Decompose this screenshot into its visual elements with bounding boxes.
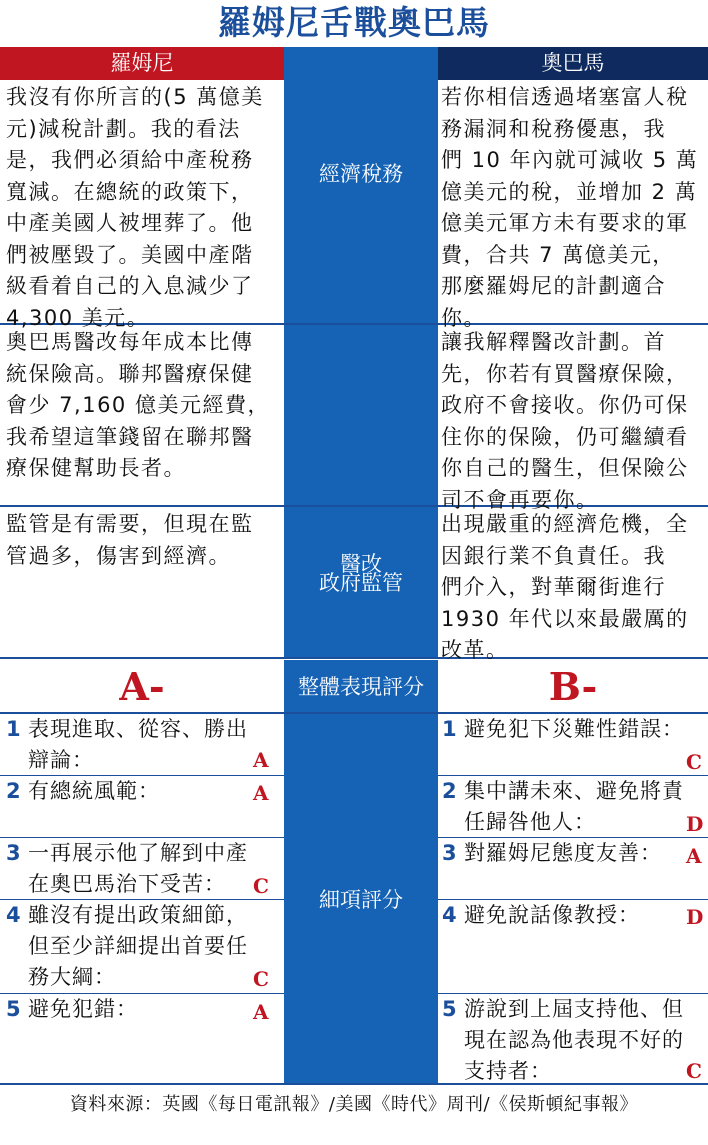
text-line: 現在認為他表現不好的 bbox=[464, 1028, 684, 1052]
text-line: 改革。 bbox=[441, 638, 509, 662]
text-line: 住你的保險，仍可繼續看 bbox=[441, 424, 689, 449]
text-line: 是，我們必須給中產稅務 bbox=[6, 148, 254, 172]
romney-header: 羅姆尼 bbox=[0, 47, 284, 80]
text-line: 管過多，傷害到經濟。 bbox=[6, 543, 231, 568]
item-number: 4 bbox=[442, 903, 458, 927]
text-line: 監管是有需要，但現在監 bbox=[6, 512, 254, 536]
text-line: 先，你若有買醫療保險， bbox=[441, 361, 689, 386]
text-line: 任歸咎他人： bbox=[464, 810, 596, 834]
text-line: 在奧巴馬治下受苦： bbox=[28, 872, 226, 896]
item-divider bbox=[0, 837, 284, 838]
text-line: 療保健幫助長者。 bbox=[6, 456, 186, 480]
item-grade: A bbox=[686, 844, 703, 868]
text-line: 億美元的稅，並增加 2 萬 bbox=[441, 179, 698, 204]
romney-regulation-text bbox=[6, 509, 280, 572]
obama-healthcare-text bbox=[441, 327, 703, 516]
text-line: 務大綱： bbox=[28, 965, 116, 989]
item-grade: D bbox=[686, 812, 705, 836]
text-line: 們介入，對華爾街進行 bbox=[441, 575, 666, 599]
text-line: 讓我解釋醫改計劃。首 bbox=[441, 330, 666, 354]
item-divider bbox=[438, 899, 708, 900]
item-text bbox=[28, 776, 280, 807]
text-line: 避免犯下災難性錯誤： bbox=[464, 717, 684, 741]
text-line: 務漏洞和稅務優惠，我 bbox=[441, 116, 666, 141]
text-line: 辯論： bbox=[28, 748, 94, 772]
detail-score-label: 細項評分 bbox=[284, 714, 438, 1083]
text-line: 我希望這筆錢留在聯邦醫 bbox=[6, 424, 254, 449]
item-divider bbox=[0, 993, 284, 994]
text-line: 若你相信透過堵塞富人稅 bbox=[441, 85, 689, 109]
item-text bbox=[28, 994, 280, 1025]
text-line: 奧巴馬醫改每年成本比傳 bbox=[6, 330, 254, 354]
page-title: 羅姆尼舌戰奧巴馬 bbox=[218, 3, 490, 42]
item-divider bbox=[0, 775, 284, 776]
text-line: 1930 年代以來最嚴厲的 bbox=[441, 606, 689, 631]
item-text bbox=[464, 900, 706, 931]
obama-regulation-text bbox=[441, 509, 703, 667]
item-grade: A bbox=[253, 1000, 270, 1024]
item-grade: A bbox=[253, 748, 270, 772]
item-divider bbox=[438, 993, 708, 994]
list-item bbox=[438, 838, 708, 900]
text-line: 4,300 美元。 bbox=[6, 305, 150, 330]
list-item bbox=[438, 900, 708, 994]
item-text bbox=[28, 714, 280, 776]
text-line: 們 10 年內就可減收 5 萬 bbox=[441, 148, 699, 172]
text-line: 對羅姆尼態度友善： bbox=[464, 841, 662, 865]
list-item bbox=[0, 714, 284, 776]
text-line: 雖沒有提出政策細節， bbox=[28, 903, 248, 927]
text-line: 因銀行業不負責任。我 bbox=[441, 543, 666, 568]
item-text bbox=[464, 776, 706, 838]
item-text bbox=[28, 838, 280, 900]
item-grade: C bbox=[253, 874, 270, 898]
item-divider bbox=[438, 775, 708, 776]
text-line: 中產美國人被埋葬了。他 bbox=[6, 211, 254, 235]
item-divider bbox=[0, 899, 284, 900]
item-number: 1 bbox=[442, 717, 458, 741]
text-line: 出現嚴重的經濟危機，全 bbox=[441, 512, 689, 536]
item-grade: C bbox=[686, 1059, 703, 1083]
text-line: 會少 7,160 億美元經費， bbox=[6, 393, 270, 417]
topic-label-economy: 經濟稅務 bbox=[319, 162, 403, 186]
item-divider bbox=[438, 837, 708, 838]
text-line: 統保險高。聯邦醫療保健 bbox=[6, 361, 254, 386]
text-line: 元)減稅計劃。我的看法 bbox=[6, 116, 241, 141]
list-item bbox=[0, 776, 284, 838]
text-line: 避免犯錯： bbox=[28, 997, 138, 1021]
obama-economy-text bbox=[441, 82, 703, 334]
text-line: 費，合共 7 萬億美元， bbox=[441, 242, 675, 267]
text-line: 司不會再要你。 bbox=[441, 487, 599, 512]
item-grade: D bbox=[686, 905, 705, 929]
text-line: 支持者： bbox=[464, 1059, 552, 1083]
text-line: 但至少詳細提出首要任 bbox=[28, 934, 248, 958]
item-number: 3 bbox=[6, 841, 22, 865]
item-number: 4 bbox=[6, 903, 22, 927]
list-item bbox=[0, 838, 284, 900]
text-line: 游說到上屆支持他、但 bbox=[464, 997, 684, 1021]
item-number: 2 bbox=[6, 779, 22, 803]
romney-overall-grade: A- bbox=[119, 664, 165, 709]
topic-label-regulation: 政府監管 bbox=[319, 571, 403, 595]
item-number: 5 bbox=[6, 997, 22, 1021]
item-number: 5 bbox=[442, 997, 458, 1021]
obama-header: 奧巴馬 bbox=[438, 47, 708, 80]
list-item bbox=[0, 994, 284, 1056]
text-line: 避免說話像教授： bbox=[464, 903, 640, 927]
text-line: 我沒有你所言的(5 萬億美 bbox=[6, 85, 264, 109]
list-item bbox=[0, 900, 284, 994]
text-line: 級看着自己的入息減少了 bbox=[6, 274, 254, 298]
overall-score-label: 整體表現評分 bbox=[284, 660, 438, 712]
text-line: 你自己的醫生，但保險公 bbox=[441, 456, 689, 480]
text-line: 一再展示他了解到中產 bbox=[28, 841, 248, 865]
source-footnote: 資料來源：英國《每日電訊報》/美國《時代》周刊/《侯斯頓紀事報》 bbox=[69, 1094, 639, 1115]
item-number: 3 bbox=[442, 841, 458, 865]
text-line: 你。 bbox=[441, 305, 486, 330]
item-number: 1 bbox=[6, 717, 22, 741]
item-text bbox=[464, 994, 706, 1087]
item-grade: C bbox=[686, 750, 703, 774]
item-text bbox=[28, 900, 280, 993]
item-grade: A bbox=[253, 781, 270, 805]
text-line: 億美元軍方未有要求的軍 bbox=[441, 211, 689, 235]
text-line: 集中講未來、避免將責 bbox=[464, 779, 684, 803]
text-line: 有總統風範： bbox=[28, 779, 160, 803]
list-item bbox=[438, 994, 708, 1083]
text-line: 表現進取、從容、勝出 bbox=[28, 717, 248, 741]
text-line: 政府不會接收。你仍可保 bbox=[441, 393, 689, 417]
topic-label-healthcare-text: 醫改 bbox=[340, 552, 382, 576]
list-item bbox=[438, 714, 708, 776]
item-text bbox=[464, 714, 706, 745]
obama-overall-grade: B- bbox=[548, 664, 598, 709]
text-line: 那麼羅姆尼的計劃適合 bbox=[441, 274, 666, 298]
item-grade: C bbox=[253, 967, 270, 991]
romney-healthcare-text bbox=[6, 327, 280, 485]
item-text bbox=[464, 838, 706, 869]
text-line: 寬減。在總統的政策下， bbox=[6, 179, 254, 204]
item-number: 2 bbox=[442, 779, 458, 803]
romney-economy-text bbox=[6, 82, 280, 334]
list-item bbox=[438, 776, 708, 838]
text-line: 們被壓毀了。美國中產階 bbox=[6, 242, 254, 267]
